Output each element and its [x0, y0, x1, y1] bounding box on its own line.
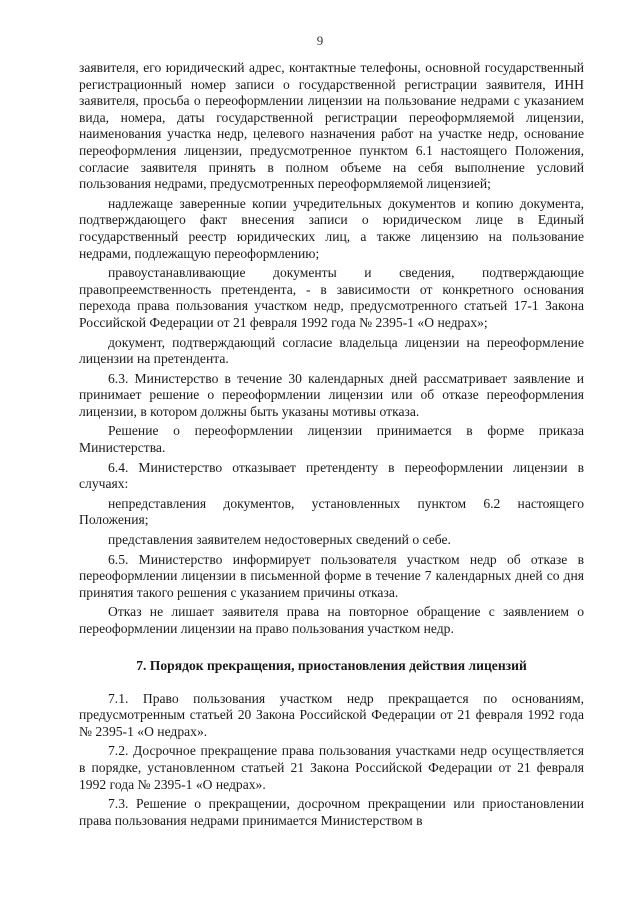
paragraph-false-information: представления заявителем недостоверных сведений о себе.: [108, 532, 451, 548]
paragraph-6-4: 6.4. Министерство отказывает претенденту в переоформлении лицензии в случаях:: [79, 459, 584, 492]
paragraph-consent-document: документ, подтверждающий согласие владельца лицензии на переоформление лицензии на претендента.: [79, 334, 584, 367]
paragraph-6-5: 6.5. Министерство информирует пользователя участком недр об отказе в переоформлении лицензии в письменной форме в течение 7 календарных дней со дня принятия такого решения с указанием причины отказа.: [79, 551, 584, 600]
paragraph-7-2: 7.2. Досрочное прекращение права пользования участками недр осуществляется в порядке, установленном статьей 21 Закона Российской Федерации от 21 февраля 1992 года № 2395-1 «О недрах».: [79, 743, 584, 792]
page-number: 9: [316, 33, 324, 48]
paragraph-founding-documents: надлежаще заверенные копии учредительных документов и копию документа, подтверждающего факт внесения записи о юридическом лице в Единый государственный реестр юридических лиц, а также лицензию на пользование недрами, подлежащую переоформлению;: [79, 195, 584, 261]
paragraph-refusal-note: Отказ не лишает заявителя права на повторное обращение с заявлением о переоформлении лицензии на право пользования участком недр.: [79, 604, 584, 636]
paragraph-applicant-details: заявителя, его юридический адрес, контактные телефоны, основной государственный регистрационный номер записи о государственной регистрации заявителя, ИНН заявителя, просьба о переоформлении лицензии на пользование недрами с указанием вида, номера, даты государственной регистрации переоформляемой лицензии, наименования участка недр, целевого назначения работ на участке недр, основание переоформления лицензии, предусмотренное пунктом 6.1 настоящего Положения, согласие заявителя принять в полном объеме на себя выполнение условий пользования недрами, предусмотренных переоформляемой лицензией;: [79, 60, 584, 192]
paragraph-decision-form: Решение о переоформлении лицензии принимается в форме приказа Министерства.: [79, 423, 584, 456]
paragraph-6-3: 6.3. Министерство в течение 30 календарных дней рассматривает заявление и принимает решение о переоформлении лицензии или об отказе переоформления лицензии, в котором должны быть указаны мотивы отказа.: [79, 370, 584, 419]
paragraph-non-submission: непредставления документов, установленных пунктом 6.2 настоящего Положения;: [79, 495, 584, 528]
document-body: [79, 60, 584, 832]
paragraph-7-3: 7.3. Решение о прекращении, досрочном прекращении или приостановлении права пользования недрами принимается Министерством в: [79, 796, 584, 828]
paragraph-7-1: 7.1. Право пользования участком недр прекращается по основаниям, предусмотренным статьей 20 Закона Российской Федерации от 21 февраля 1992 года № 2395-1 «О недрах».: [79, 690, 584, 739]
section-heading: 7. Порядок прекращения, приостановления действия лицензий: [136, 657, 527, 673]
paragraph-title-documents: правоустанавливающие документы и сведения, подтверждающие правопреемственность претендента, - в зависимости от конкретного основания перехода права пользования участком недр, предусмотренного статьей 17-1 Закона Российской Федерации от 21 февраля 1992 года № 2395-1 «О недрах»;: [79, 265, 584, 330]
